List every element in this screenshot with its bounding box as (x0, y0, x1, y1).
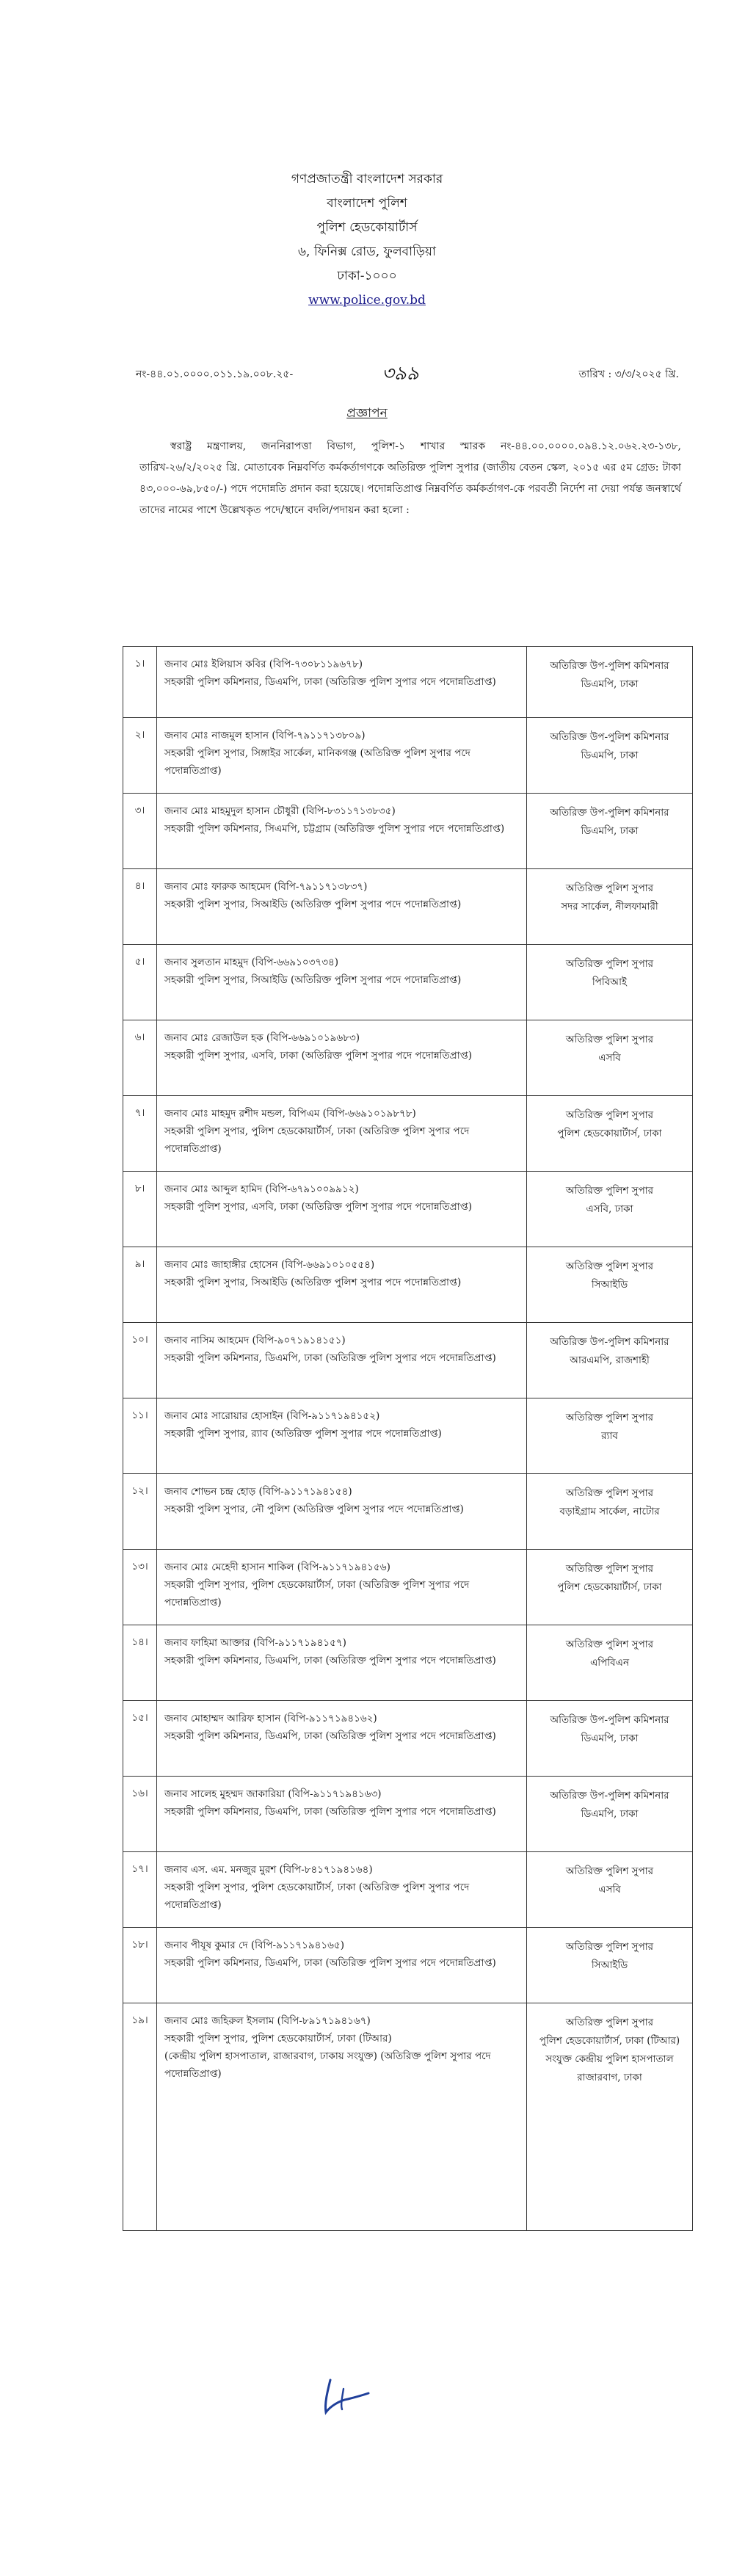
officer-name: জনাব সুলতান মাহমুদ (বিপি-৬৬৯১০৩৭৩৪) (164, 957, 339, 968)
officer-designation: সহকারী পুলিশ কমিশনার, ডিএমপি, ঢাকা (অতিরিক্ত পুলিশ সুপার পদে পদোন্নতিপ্রাপ্ত) (164, 676, 496, 688)
serial-number: ১০। (123, 1323, 157, 1398)
officer-name: জনাব মোঃ আব্দুল হামিদ (বিপি-৬৭৯১০০৯৯১২) (164, 1183, 359, 1195)
officer-designation: সহকারী পুলিশ সুপার, সিআইডি (অতিরিক্ত পুলিশ সুপার পদে পদোন্নতিপ্রাপ্ত) (164, 1277, 462, 1288)
serial-number: ১৬। (123, 1777, 157, 1852)
posting-line: অতিরিক্ত পুলিশ সুপার (565, 882, 654, 894)
posting-line: এসবি (598, 1884, 621, 1895)
officer-designation: সহকারী পুলিশ সুপার, পুলিশ হেডকোয়ার্টার্স, ঢাকা (অতিরিক্ত পুলিশ সুপার পদে পদোন্নতিপ্রাপ্ত) (164, 1579, 470, 1608)
serial-number: ১৪। (123, 1625, 157, 1701)
serial-number: ১৫। (123, 1701, 157, 1777)
officer-name: জনাব মোঃ ফারুক আহমেদ (বিপি-৭৯১১৭১৩৮৩৭) (164, 881, 368, 893)
serial-number: ৯। (123, 1247, 157, 1323)
posting-line: আরএমপি, রাজশাহী (570, 1354, 650, 1366)
posting-cell (527, 1928, 693, 2003)
address: ৬, ফিনিক্স রোড, ফুলবাড়িয়া (298, 244, 436, 259)
posting-cell (527, 1398, 693, 1474)
memo-date: তারিখ : ৩/৩/২০২৫ খ্রি. (578, 369, 679, 380)
officer-designation: সহকারী পুলিশ কমিশনার, ডিএমপি, ঢাকা (অতিরিক্ত পুলিশ সুপার পদে পদোন্নতিপ্রাপ্ত) (164, 1352, 496, 1364)
serial-number: ১৯। (123, 2003, 157, 2231)
serial-number: ১৮। (123, 1928, 157, 2003)
posting-line: পুলিশ হেডকোয়ার্টার্স, ঢাকা (557, 1581, 662, 1593)
posting-cell (527, 1096, 693, 1172)
posting-line: এসবি (598, 1052, 621, 1064)
serial-number: ৫। (123, 945, 157, 1020)
posting-line: অতিরিক্ত উপ-পুলিশ কমিশনার (550, 1336, 669, 1348)
serial-number: ২। (123, 718, 157, 794)
officer-cell (157, 2003, 527, 2231)
table-row (123, 1020, 693, 1096)
serial-number: ১১। (123, 1398, 157, 1474)
table-row (123, 1701, 693, 1777)
table-row (123, 794, 693, 869)
officer-cell (157, 1550, 527, 1625)
posting-line: র‍্যাব (601, 1430, 618, 1442)
posting-line: অতিরিক্ত পুলিশ সুপার (565, 1941, 654, 1953)
serial-number: ১২। (123, 1474, 157, 1550)
posting-cell (527, 1852, 693, 1928)
officer-designation: সহকারী পুলিশ সুপার, সিআইডি (অতিরিক্ত পুলিশ সুপার পদে পদোন্নতিপ্রাপ্ত) (164, 974, 462, 986)
officer-name: জনাব মোঃ জহিরুল ইসলাম (বিপি-৮৯১৭১৯৪১৬৭) (164, 2015, 371, 2027)
serial-number: ৩। (123, 794, 157, 869)
memo-number: নং-৪৪.০১.০০০০.০১১.১৯.০০৮.২৫- (136, 369, 294, 380)
table-row (123, 1474, 693, 1550)
posting-cell (527, 794, 693, 869)
posting-table (123, 646, 693, 2231)
officer-designation: সহকারী পুলিশ সুপার, এসবি, ঢাকা (অতিরিক্ত পুলিশ সুপার পদে পদোন্নতিপ্রাপ্ত) (164, 1201, 473, 1213)
posting-line: অতিরিক্ত উপ-পুলিশ কমিশনার (550, 731, 669, 743)
table-row (123, 1398, 693, 1474)
officer-cell (157, 1020, 527, 1096)
table-row (123, 1852, 693, 1928)
table-row (123, 647, 693, 718)
officer-cell (157, 1474, 527, 1550)
officer-name: জনাব মোঃ মাহমুদুল হাসান চৌধুরী (বিপি-৮৩১১৭১৩৮৩৫) (164, 805, 396, 817)
posting-line: ডিএমপি, ঢাকা (581, 678, 639, 690)
officer-name: জনাব ফাহিমা আক্তার (বিপি-৯১১৭১৯৪১৫৭) (164, 1637, 346, 1649)
table-row (123, 1323, 693, 1398)
officer-designation: সহকারী পুলিশ সুপার, নৌ পুলিশ (অতিরিক্ত পুলিশ সুপার পদে পদোন্নতিপ্রাপ্ত) (164, 1503, 464, 1515)
officer-name: জনাব সালেহ মুহম্মদ জাকারিয়া (বিপি-৯১১৭১৯৪১৬৩) (164, 1788, 382, 1800)
officer-name: জনাব মোঃ সারোয়ার হোসাইন (বিপি-৯১১৭১৯৪১৫২) (164, 1410, 380, 1422)
officer-cell (157, 1701, 527, 1777)
table-row (123, 869, 693, 945)
posting-cell (527, 1020, 693, 1096)
officer-cell (157, 718, 527, 794)
officer-cell (157, 869, 527, 945)
posting-cell (527, 1323, 693, 1398)
officer-designation: (কেন্দ্রীয় পুলিশ হাসপাতাল, রাজারবাগ, ঢাকায় সংযুক্ত) (অতিরিক্ত পুলিশ সুপার পদে পদোন্নতিপ্রাপ্ত) (164, 2050, 491, 2080)
posting-line: সিআইডি (591, 1959, 628, 1971)
officer-designation: সহকারী পুলিশ সুপার, পুলিশ হেডকোয়ার্টার্স, ঢাকা (টিআর) (164, 2033, 392, 2045)
officer-cell (157, 1625, 527, 1701)
posting-cell (527, 2003, 693, 2231)
officer-designation: সহকারী পুলিশ সুপার, র‍্যাব (অতিরিক্ত পুলিশ সুপার পদে পদোন্নতিপ্রাপ্ত) (164, 1428, 442, 1440)
posting-line: রাজারবাগ, ঢাকা (577, 2072, 642, 2083)
posting-line: অতিরিক্ত পুলিশ সুপার (565, 1487, 654, 1499)
posting-line: পিবিআই (592, 976, 628, 988)
officer-name: জনাব নাসিম আহমেদ (বিপি-৯০৭১৯১৪১৫১) (164, 1335, 346, 1346)
posting-line: অতিরিক্ত পুলিশ সুপার (565, 1865, 654, 1877)
posting-line: অতিরিক্ত উপ-পুলিশ কমিশনার (550, 807, 669, 819)
serial-number: ৬। (123, 1020, 157, 1096)
posting-line: ডিএমপি, ঢাকা (581, 1733, 639, 1744)
officer-name: জনাব এস. এম. মনজুর মুরশ (বিপি-৮৪১৭১৯৪১৬৪) (164, 1864, 373, 1876)
officer-name: জনাব মোঃ মেহেদী হাসান শাকিল (বিপি-৯১১৭১৯৪১৫৬) (164, 1561, 390, 1573)
posting-cell (527, 1777, 693, 1852)
officer-designation: সহকারী পুলিশ সুপার, সিআইডি (অতিরিক্ত পুলিশ সুপার পদে পদোন্নতিপ্রাপ্ত) (164, 899, 462, 910)
memo-line (136, 358, 679, 388)
hq-name: পুলিশ হেডকোয়ার্টার্স (316, 220, 418, 235)
posting-line: সংযুক্ত কেন্দ্রীয় পুলিশ হাসপাতাল (545, 2053, 674, 2065)
handwritten-signature-icon (308, 2371, 382, 2423)
officer-cell (157, 1777, 527, 1852)
table-row (123, 2003, 693, 2231)
posting-line: অতিরিক্ত পুলিশ সুপার (565, 1639, 654, 1650)
officer-designation: সহকারী পুলিশ সুপার, পুলিশ হেডকোয়ার্টার্স, ঢাকা (অতিরিক্ত পুলিশ সুপার পদে পদোন্নতিপ্রাপ্ত) (164, 1125, 470, 1155)
city: ঢাকা-১০০০ (337, 269, 397, 283)
serial-number: ৮। (123, 1172, 157, 1247)
govt-name: গণপ্রজাতন্ত্রী বাংলাদেশ সরকার (291, 172, 443, 186)
letterhead (0, 167, 734, 313)
officer-name: জনাব মোহাম্মদ আরিফ হাসান (বিপি-৯১১৭১৯৪১৬২) (164, 1713, 377, 1724)
posting-line: অতিরিক্ত পুলিশ সুপার (565, 1185, 654, 1197)
table-row (123, 945, 693, 1020)
officer-cell (157, 1928, 527, 2003)
posting-cell (527, 945, 693, 1020)
serial-number: ১৩। (123, 1550, 157, 1625)
officer-cell (157, 1247, 527, 1323)
officer-cell (157, 1096, 527, 1172)
officer-designation: সহকারী পুলিশ কমিশনার, ডিএমপি, ঢাকা (অতিরিক্ত পুলিশ সুপার পদে পদোন্নতিপ্রাপ্ত) (164, 1730, 496, 1742)
serial-number: ৪। (123, 869, 157, 945)
officer-cell (157, 1398, 527, 1474)
officer-name: জনাব মোঃ রেজাউল হক (বিপি-৬৬৯১০১৯৬৮৩) (164, 1032, 360, 1044)
table-row (123, 1550, 693, 1625)
table-row (123, 718, 693, 794)
table-row (123, 1247, 693, 1323)
officer-designation: সহকারী পুলিশ সুপার, সিঙ্গাইর সার্কেল, মানিকগঞ্জ (অতিরিক্ত পুলিশ সুপার পদে পদোন্নতিপ্রাপ্ত) (164, 747, 470, 777)
officer-cell (157, 794, 527, 869)
posting-cell (527, 1625, 693, 1701)
document-title: প্রজ্ঞাপন (346, 406, 388, 421)
posting-line: অতিরিক্ত পুলিশ সুপার (565, 1260, 654, 1272)
serial-number: ১। (123, 647, 157, 718)
officer-designation: সহকারী পুলিশ সুপার, পুলিশ হেডকোয়ার্টার্স, ঢাকা (অতিরিক্ত পুলিশ সুপার পদে পদোন্নতিপ্রাপ্ত) (164, 1882, 470, 1911)
posting-line: অতিরিক্ত উপ-পুলিশ কমিশনার (550, 1714, 669, 1726)
officer-name: জনাব মোঃ ইলিয়াস কবির (বিপি-৭৩০৮১১৯৬৭৮) (164, 658, 363, 670)
table-row (123, 1096, 693, 1172)
officer-cell (157, 1323, 527, 1398)
posting-line: পুলিশ হেডকোয়ার্টার্স, ঢাকা (557, 1128, 662, 1139)
officer-cell (157, 1852, 527, 1928)
table-row (123, 1625, 693, 1701)
posting-line: সদর সার্কেল, নীলফামারী (561, 901, 658, 913)
memo-handwritten-number: ৩৯৯ (382, 363, 419, 385)
posting-line: ডিএমপি, ঢাকা (581, 750, 639, 761)
police-name: বাংলাদেশ পুলিশ (327, 196, 407, 211)
posting-cell (527, 1550, 693, 1625)
officer-cell (157, 945, 527, 1020)
serial-number: ৭। (123, 1096, 157, 1172)
officer-name: জনাব মোঃ নাজমুল হাসান (বিপি-৭৯১১৭১৩৮০৯) (164, 730, 366, 741)
table-row (123, 1172, 693, 1247)
posting-cell (527, 718, 693, 794)
posting-line: সিআইডি (591, 1279, 628, 1291)
posting-cell (527, 1247, 693, 1323)
officer-name: জনাব পীযূষ কুমার দে (বিপি-৯১১৭১৯৪১৬৫) (164, 1940, 344, 1951)
officer-designation: সহকারী পুলিশ কমিশনার, ডিএমপি, ঢাকা (অতিরিক্ত পুলিশ সুপার পদে পদোন্নতিপ্রাপ্ত) (164, 1957, 496, 1969)
serial-number: ১৭। (123, 1852, 157, 1928)
posting-cell (527, 1701, 693, 1777)
posting-line: অতিরিক্ত পুলিশ সুপার (565, 1563, 654, 1575)
posting-cell (527, 869, 693, 945)
officer-designation: সহকারী পুলিশ কমিশনার, ডিএমপি, ঢাকা (অতিরিক্ত পুলিশ সুপার পদে পদোন্নতিপ্রাপ্ত) (164, 1806, 496, 1818)
posting-line: এসবি, ঢাকা (586, 1203, 633, 1215)
posting-line: অতিরিক্ত পুলিশ সুপার (565, 1412, 654, 1423)
posting-line: অতিরিক্ত উপ-পুলিশ কমিশনার (550, 660, 669, 672)
officer-name: জনাব মোঃ জাহাঙ্গীর হোসেন (বিপি-৬৬৯১০১০৫৫৪) (164, 1259, 375, 1271)
posting-cell (527, 1172, 693, 1247)
posting-line: ডিএমপি, ঢাকা (581, 825, 639, 837)
posting-line: অতিরিক্ত পুলিশ সুপার (565, 1109, 654, 1121)
posting-line: পুলিশ হেডকোয়ার্টার্স, ঢাকা (টিআর) (539, 2035, 680, 2047)
officer-name: জনাব মোঃ মাহমুদ রশীদ মন্ডল, বিপিএম (বিপি-৬৬৯১০১৯৮৭৮) (164, 1108, 416, 1120)
officer-cell (157, 1172, 527, 1247)
posting-line: অতিরিক্ত পুলিশ সুপার (565, 1034, 654, 1045)
posting-line: অতিরিক্ত উপ-পুলিশ কমিশনার (550, 1790, 669, 1802)
officer-designation: সহকারী পুলিশ কমিশনার, ডিএমপি, ঢাকা (অতিরিক্ত পুলিশ সুপার পদে পদোন্নতিপ্রাপ্ত) (164, 1655, 496, 1666)
posting-line: অতিরিক্ত পুলিশ সুপার (565, 958, 654, 970)
posting-cell (527, 647, 693, 718)
table-row (123, 1777, 693, 1852)
officer-designation: সহকারী পুলিশ কমিশনার, সিএমপি, চট্টগ্রাম (অতিরিক্ত পুলিশ সুপার পদে পদোন্নতিপ্রাপ্ত) (164, 823, 505, 835)
intro-paragraph: স্বরাষ্ট্র মন্ত্রণালয়, জননিরাপত্তা বিভাগ, পুলিশ-১ শাখার স্মারক নং-৪৪.০০.০০০০.০৯৪.১২.০৬২.২৩-১৩৮, তারিখ-২৬/২/২০২৫ খ্রি. মোতাবেক নিম্নবর্ণিত কর্মকর্তাগণকে অতিরিক্ত পুলিশ সুপার (জাতীয় বেতন স্কেল, ২০১৫ এর ৫ম গ্রেড: টাকা ৪৩,০০০-৬৯,৮৫০/-) পদে পদোন্নতি প্রদান করা হয়েছে। পদোন্নতিপ্রাপ্ত নিম্নবর্ণিত কর্মকর্তাগণ-কে পরবর্তী নির্দেশ না দেয়া পর্যন্ত জনস্বার্থে তাদের নামের পাশে উল্লেখকৃত পদে/স্থানে বদলি/পদায়ন করা হলো : (139, 440, 681, 516)
table-row (123, 1928, 693, 2003)
posting-cell (527, 1474, 693, 1550)
website-link[interactable]: www.police.gov.bd (308, 293, 426, 308)
posting-line: বড়াইগ্রাম সার্কেল, নাটোর (559, 1506, 660, 1517)
posting-line: অতিরিক্ত পুলিশ সুপার (565, 2017, 654, 2028)
officer-designation: সহকারী পুলিশ সুপার, এসবি, ঢাকা (অতিরিক্ত পুলিশ সুপার পদে পদোন্নতিপ্রাপ্ত) (164, 1050, 473, 1062)
posting-line: এপিবিএন (590, 1657, 629, 1669)
officer-name: জনাব শোভন চন্দ্র হোড় (বিপি-৯১১৭১৯৪১৫৪) (164, 1486, 352, 1498)
posting-line: ডিএমপি, ঢাকা (581, 1808, 639, 1820)
officer-cell (157, 647, 527, 718)
